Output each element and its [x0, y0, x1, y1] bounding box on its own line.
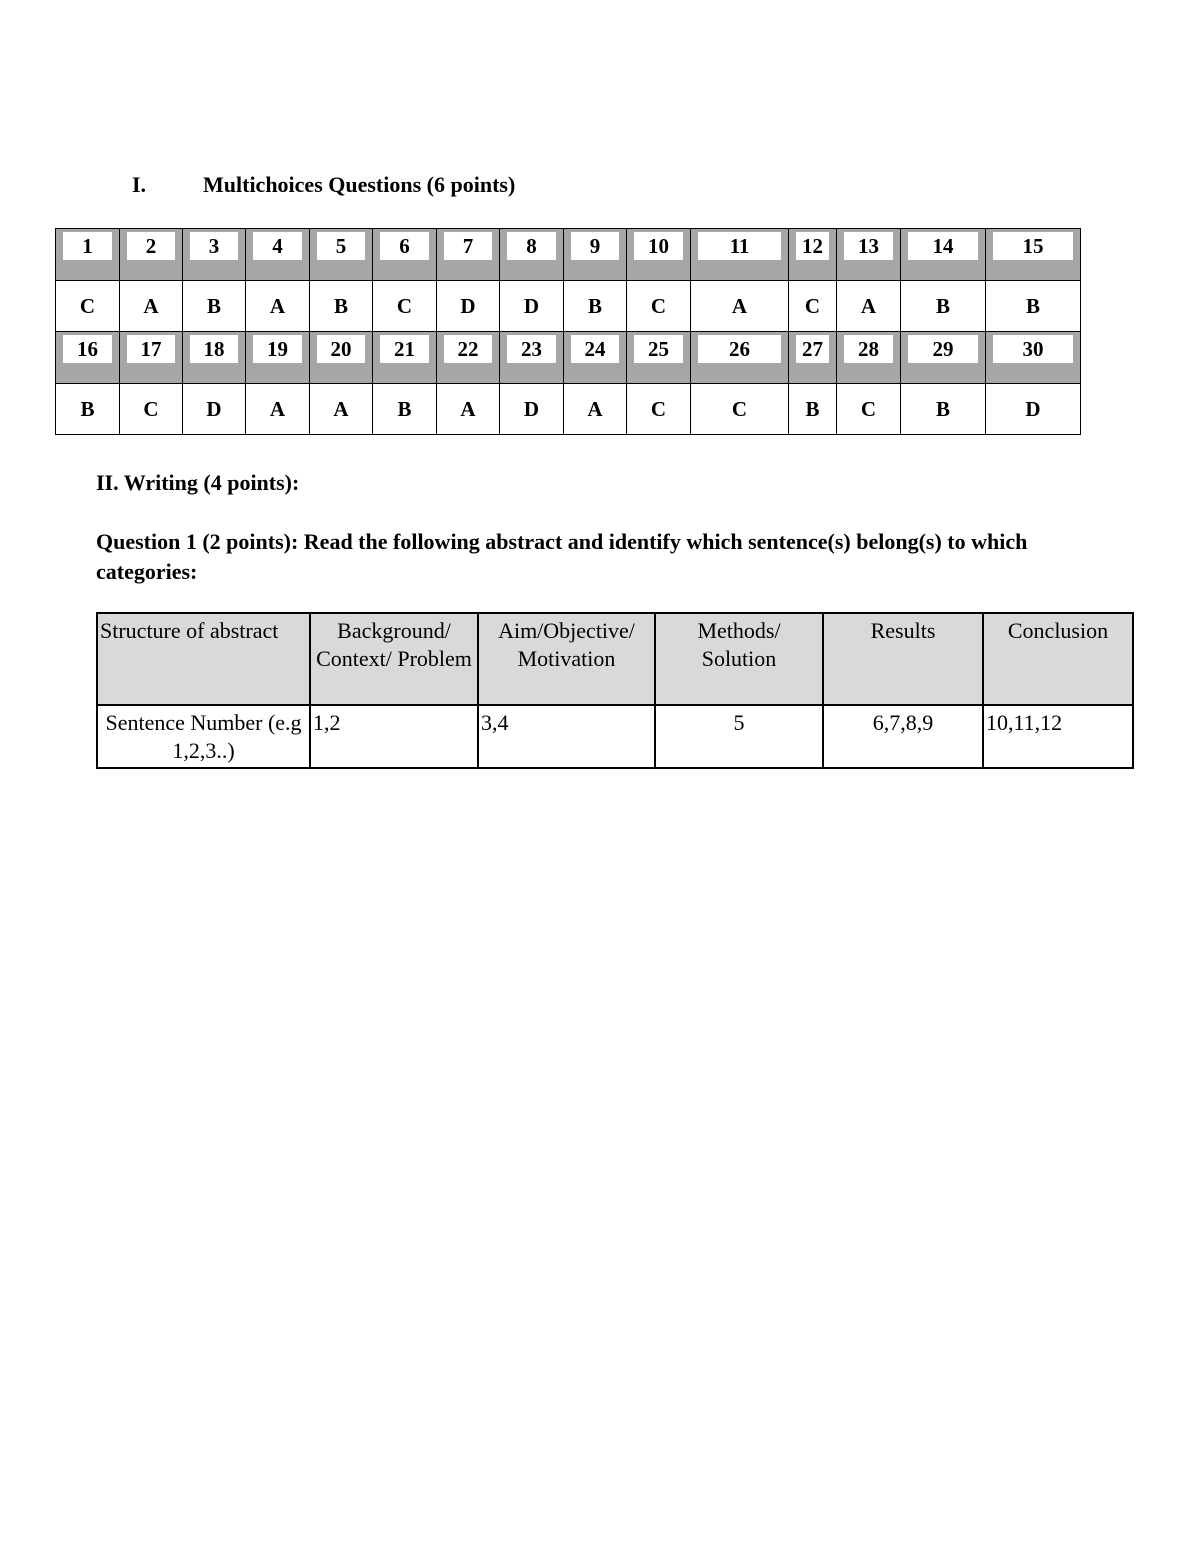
question-number: 15 [993, 232, 1073, 260]
question-number-cell [310, 229, 373, 281]
question-number-cell [246, 332, 310, 384]
header-methods: Methods/ Solution [655, 613, 823, 705]
answer-cell: C [56, 281, 120, 332]
abstract-header-row [97, 613, 1133, 705]
header-results: Results [823, 613, 983, 705]
question-number-cell [373, 332, 437, 384]
question-number: 16 [63, 335, 112, 363]
answer-row [56, 384, 1081, 435]
section-1-number: I. [132, 172, 147, 197]
question-number: 9 [571, 232, 619, 260]
question-number: 8 [507, 232, 556, 260]
header-conclusion: Conclusion [983, 613, 1133, 705]
answer-cell: B [564, 281, 627, 332]
answer-row [56, 281, 1081, 332]
abstract-structure-table [96, 612, 1134, 769]
answer-cell: A [246, 281, 310, 332]
question-number: 21 [380, 335, 429, 363]
question-number: 12 [796, 232, 829, 260]
header-structure: Structure of abstract [97, 613, 310, 705]
question-number: 11 [698, 232, 781, 260]
question-number: 5 [317, 232, 365, 260]
answer-cell: A [564, 384, 627, 435]
value-methods: 5 [655, 705, 823, 768]
answer-cell: B [373, 384, 437, 435]
question-number-cell [500, 229, 564, 281]
answer-cell: C [373, 281, 437, 332]
question-number-cell [691, 332, 789, 384]
answer-cell: C [627, 384, 691, 435]
question-number-cell [986, 229, 1081, 281]
answer-cell: A [120, 281, 183, 332]
question-number-cell [901, 229, 986, 281]
question-number-cell [183, 332, 246, 384]
value-background: 1,2 [310, 705, 478, 768]
row-label-sentence-number: Sentence Number (e.g 1,2,3..) [97, 705, 310, 768]
question-number: 29 [908, 335, 978, 363]
question-number-cell [500, 332, 564, 384]
answer-key-table [55, 228, 1081, 435]
answer-cell: C [837, 384, 901, 435]
question-number: 3 [190, 232, 238, 260]
value-aim: 3,4 [478, 705, 655, 768]
question-number: 22 [444, 335, 492, 363]
section-1-title: Multichoices Questions (6 points) [203, 172, 516, 197]
section-2-heading: II. Writing (4 points): [96, 470, 300, 495]
question-number: 14 [908, 232, 978, 260]
question-number-cell [691, 229, 789, 281]
question-number-cell [310, 332, 373, 384]
question-number: 30 [993, 335, 1073, 363]
answer-cell: A [691, 281, 789, 332]
question-number-cell [437, 332, 500, 384]
question-number-cell [901, 332, 986, 384]
question-number-cell [373, 229, 437, 281]
answer-cell: D [437, 281, 500, 332]
question-number: 24 [571, 335, 619, 363]
question-number: 7 [444, 232, 492, 260]
question-number: 27 [796, 335, 829, 363]
question-number-cell [246, 229, 310, 281]
answer-cell: B [901, 281, 986, 332]
answer-cell: C [691, 384, 789, 435]
question-number-cell [56, 332, 120, 384]
question-number-row [56, 229, 1081, 281]
header-aim: Aim/Objective/ Motivation [478, 613, 655, 705]
answer-cell: B [986, 281, 1081, 332]
answer-cell: A [246, 384, 310, 435]
answer-cell: B [56, 384, 120, 435]
answer-cell: D [500, 384, 564, 435]
question-number: 18 [190, 335, 238, 363]
answer-cell: B [901, 384, 986, 435]
question-number-cell [183, 229, 246, 281]
answer-cell: D [183, 384, 246, 435]
answer-cell: B [789, 384, 837, 435]
question-number-cell [986, 332, 1081, 384]
answer-cell: C [120, 384, 183, 435]
question-number-cell [789, 332, 837, 384]
answer-cell: D [500, 281, 564, 332]
question-number: 26 [698, 335, 781, 363]
value-results: 6,7,8,9 [823, 705, 983, 768]
answer-cell: D [986, 384, 1081, 435]
abstract-data-row [97, 705, 1133, 768]
question-number-cell [837, 229, 901, 281]
question-number-row [56, 332, 1081, 384]
answer-cell: C [789, 281, 837, 332]
question-number-cell [120, 229, 183, 281]
question-number: 13 [844, 232, 893, 260]
question-number-cell [564, 332, 627, 384]
answer-cell: A [310, 384, 373, 435]
answer-cell: B [183, 281, 246, 332]
question-number-cell [789, 229, 837, 281]
value-conclusion: 10,11,12 [983, 705, 1133, 768]
section-1-heading [132, 172, 515, 198]
question-1-text: Question 1 (2 points): Read the following abstract and identify which sentence(s) belong(s) to which categories: [96, 529, 1028, 584]
answer-cell: B [310, 281, 373, 332]
question-number: 20 [317, 335, 365, 363]
header-background: Background/ Context/ Problem [310, 613, 478, 705]
question-number-cell [56, 229, 120, 281]
question-number: 4 [253, 232, 302, 260]
question-number: 1 [63, 232, 112, 260]
question-number: 23 [507, 335, 556, 363]
question-number-cell [627, 229, 691, 281]
answer-cell: A [837, 281, 901, 332]
question-number: 6 [380, 232, 429, 260]
answer-cell: A [437, 384, 500, 435]
answer-cell: C [627, 281, 691, 332]
question-number: 2 [127, 232, 175, 260]
question-number: 10 [634, 232, 683, 260]
question-number: 17 [127, 335, 175, 363]
question-number: 19 [253, 335, 302, 363]
question-number-cell [120, 332, 183, 384]
question-number: 28 [844, 335, 893, 363]
question-number-cell [627, 332, 691, 384]
question-number-cell [837, 332, 901, 384]
question-number-cell [564, 229, 627, 281]
question-number-cell [437, 229, 500, 281]
question-number: 25 [634, 335, 683, 363]
